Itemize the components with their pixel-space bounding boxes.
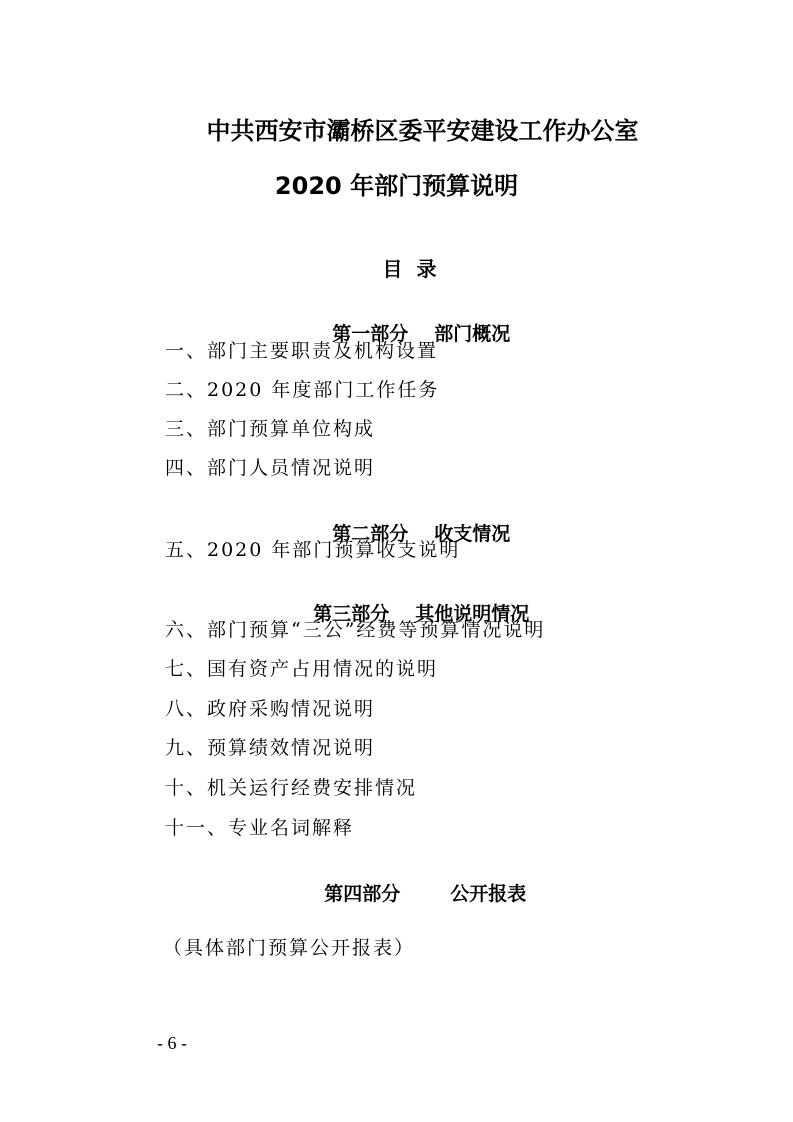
toc-item-10: 十、机关运行经费安排情况 [165,777,418,799]
toc-item-6: 六、部门预算“三公”经费等预算情况说明 [165,619,546,641]
toc-part-3-number: 第三部分 [313,603,390,625]
toc-item-8: 八、政府采购情况说明 [165,698,376,720]
toc-item-4: 四、部门人员情况说明 [165,457,376,479]
toc-part-1-number: 第一部分 [332,323,409,345]
toc-part-4-number: 第四部分 [324,883,401,905]
toc-title: 目录 [382,257,451,281]
toc-part-4 [311,855,526,907]
toc-item-5: 五、2020 年部门预算收支说明 [165,539,461,561]
toc-part-2-number: 第二部分 [332,523,409,545]
toc-item-9: 九、预算绩效情况说明 [165,737,376,759]
toc-item-11: 十一、专业名词解释 [165,817,355,839]
toc-part-2-name: 收支情况 [434,523,511,545]
toc-part-1-name: 部门概况 [434,323,511,345]
document-title-line2: 2020 年部门预算说明 [274,172,519,200]
toc-item-2: 二、2020 年度部门工作任务 [165,379,440,401]
toc-part-3-name: 其他说明情况 [415,603,530,625]
toc-item-3: 三、部门预算单位构成 [165,418,376,440]
toc-part-4-name: 公开报表 [450,883,527,905]
toc-item-7: 七、国有资产占用情况的说明 [165,658,439,680]
document-title-line1: 中共西安市灞桥区委平安建设工作办公室 [206,117,639,145]
page-number: - 6 - [157,1033,187,1053]
report-note: （具体部门预算公开报表） [163,937,416,959]
toc-item-1: 一、部门主要职责及机构设置 [165,340,439,362]
